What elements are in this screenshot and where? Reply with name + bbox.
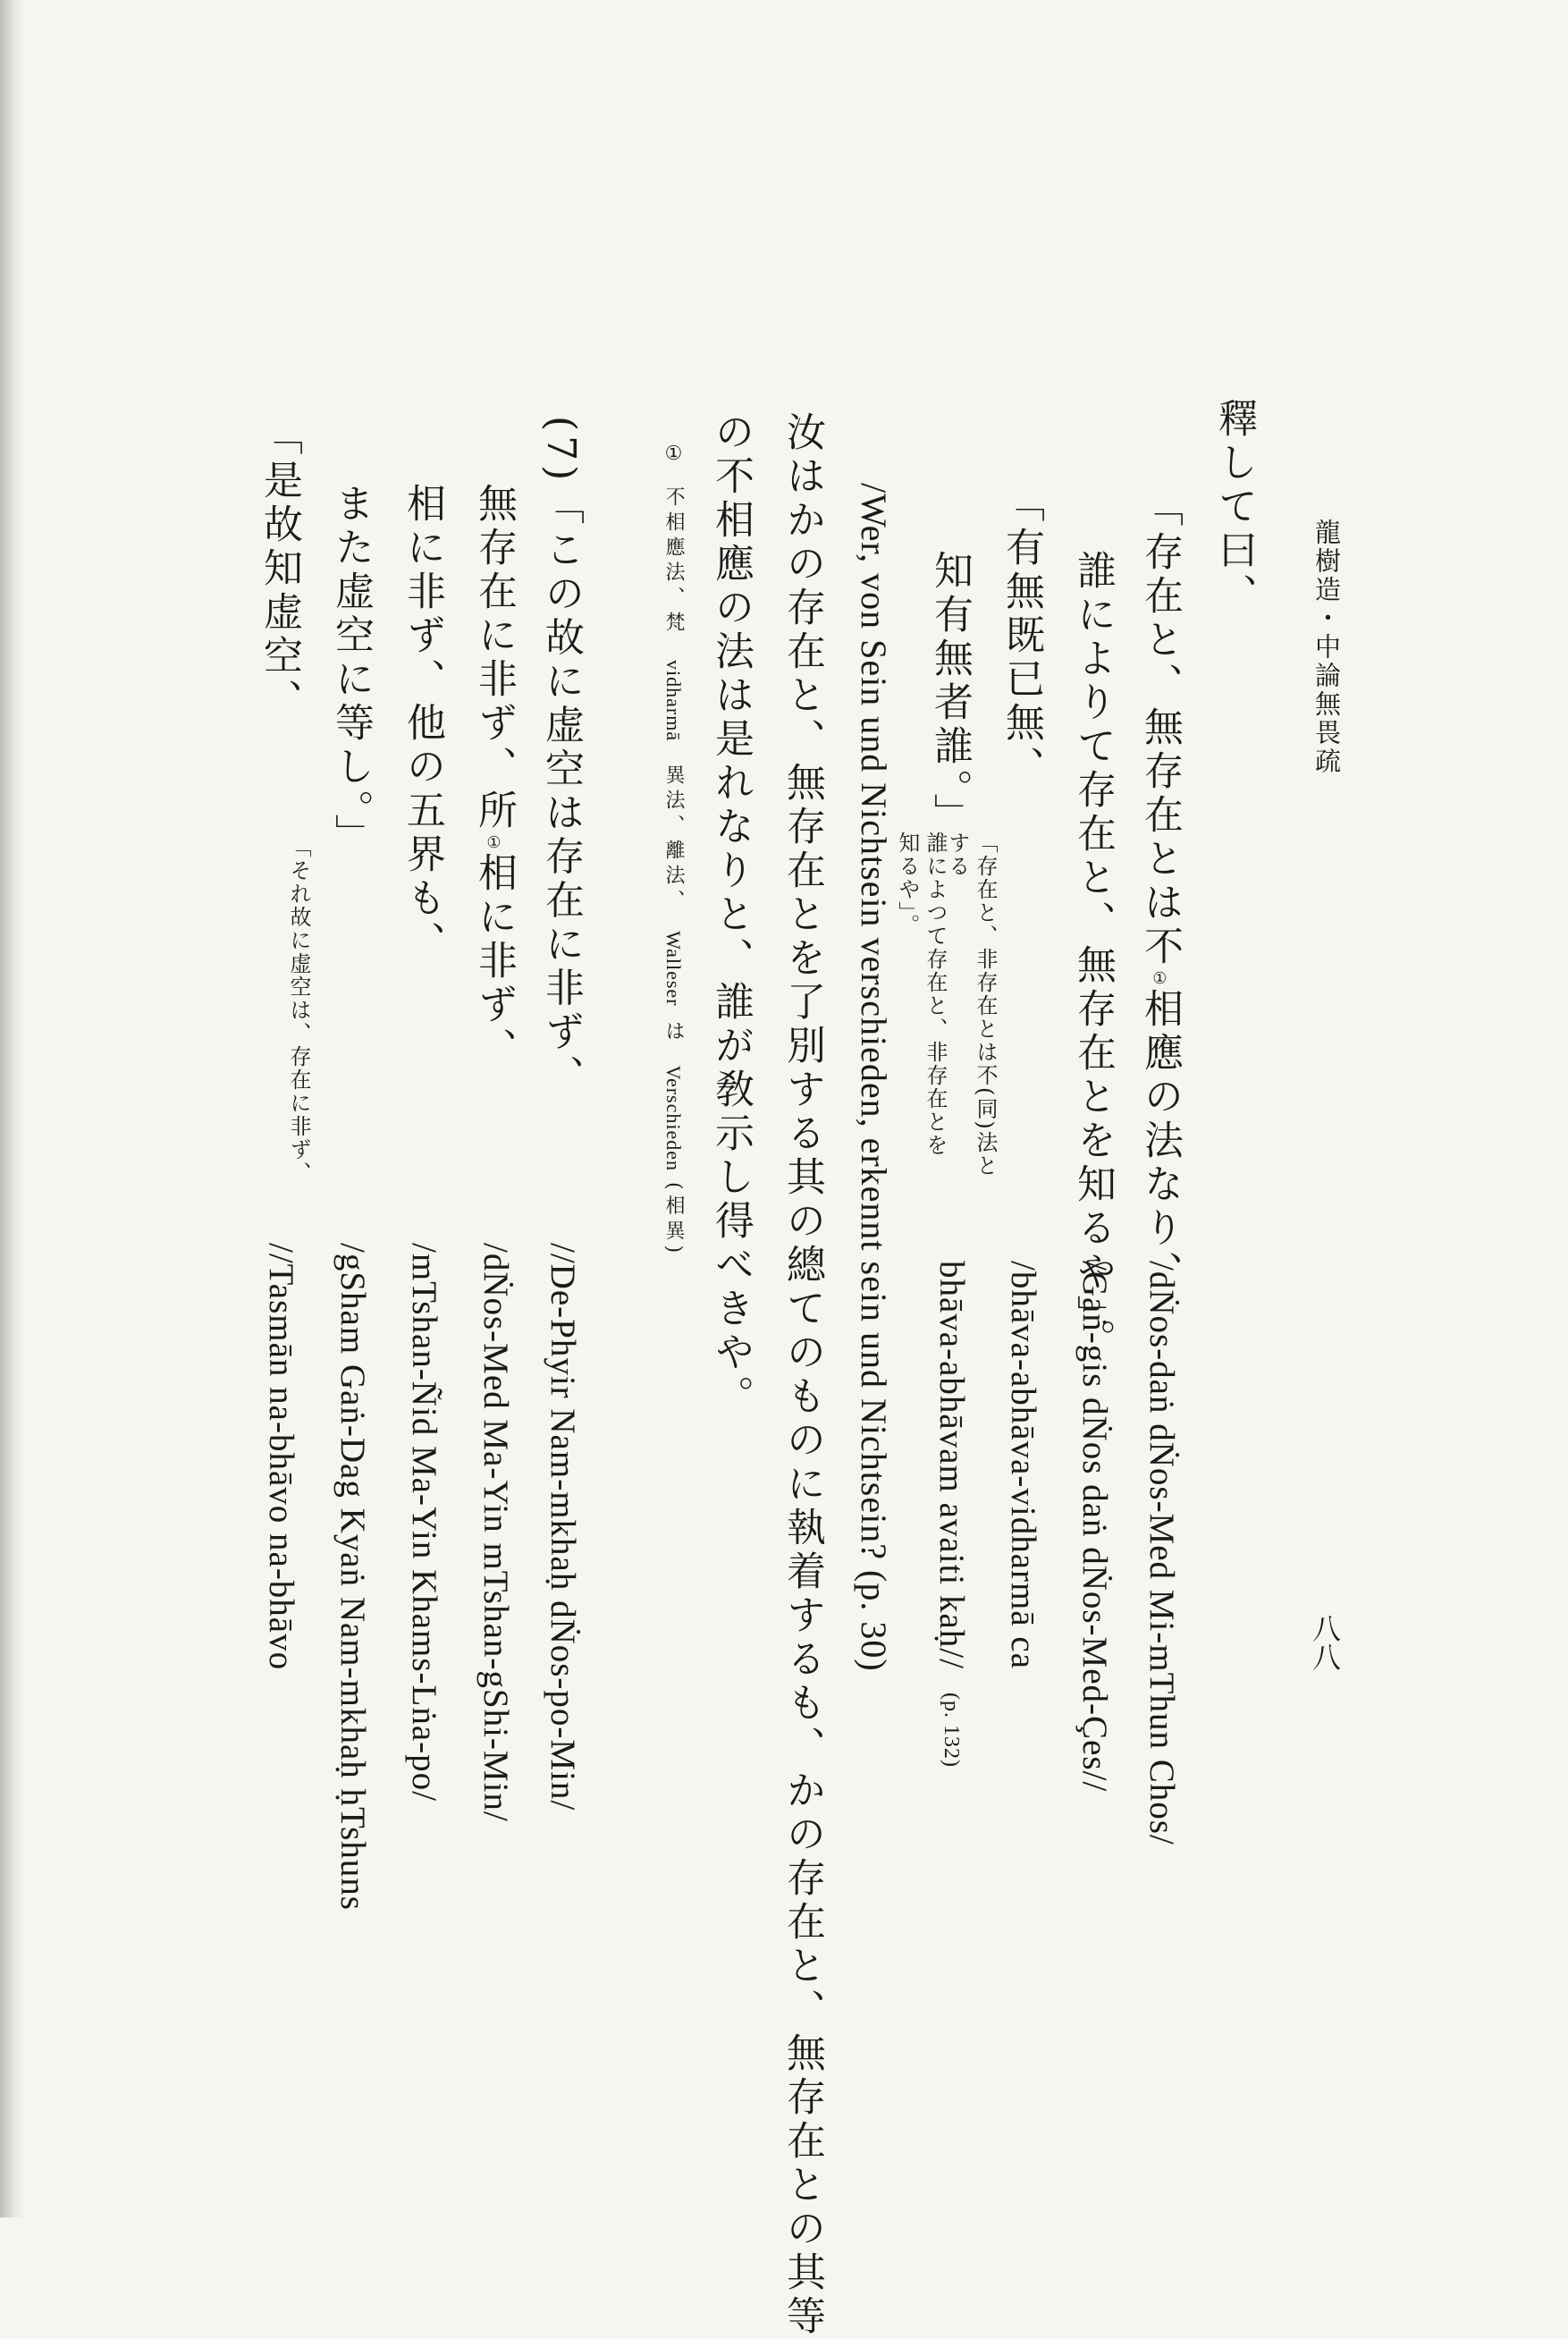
verse-number: (7)	[538, 416, 584, 486]
footnote-marker: ①	[662, 443, 685, 470]
verse-line: また虚空に等し。」	[328, 483, 374, 857]
verse-line	[538, 416, 584, 1099]
footnote-marker: ①	[485, 833, 503, 852]
footnote-text: は	[662, 1020, 685, 1046]
verse-line	[1137, 487, 1183, 1295]
sanskrit-line	[934, 1261, 969, 1768]
verse-text: 「存在と、無存在とは不	[1137, 487, 1183, 969]
verse-line	[471, 483, 517, 1071]
alt-reading: 「それ故に虚空は、存在に非ず、	[286, 836, 311, 1185]
german-text: /Wer, von Sein und Nichtsein verschieden, erkennt sein und Nichtsein? (p. 30)	[854, 483, 894, 1672]
page-reference: (p. 132)	[940, 1692, 963, 1768]
tibetan-line: /dṄos-Med Ma-Yin mTshan-gShi-Min/	[476, 1243, 515, 1822]
alt-reading-line: 知るや」。	[894, 832, 920, 937]
footnote-text: 不相應法、梵	[662, 486, 685, 637]
verse-text: 無存在に非ず、所	[471, 483, 517, 833]
footnote-term: Verschieden	[662, 1065, 685, 1172]
verse-text: 相に非ず、	[471, 852, 517, 1071]
alt-reading	[893, 832, 948, 1157]
tibetan-line: /mTshan-Ñid Ma-Yin Khams-Lṅa-po/	[405, 1243, 443, 1802]
commentary-intro: 釋して曰、	[1211, 398, 1257, 617]
chinese-verse-line: 「是故知虚空、	[257, 416, 302, 722]
verse-line: 誰によりて存在と、無存在とを知るや」。	[1070, 550, 1116, 1363]
alt-reading	[943, 832, 999, 1178]
scan-shadow-edge	[0, 0, 23, 2217]
running-title: 龍樹造・中論無畏疏	[1311, 519, 1342, 776]
tibetan-line: /gSham Gaṅ-Dag Kyaṅ Nam-mkhaḥ ḥTshuns	[333, 1243, 372, 1911]
explanation-line: の不相應の法は是れなりと、誰が敎示し得べきや。	[708, 411, 754, 1419]
footnote-marker: ①	[1151, 969, 1169, 988]
tibetan-line: /Gaṅ-gis dṄos daṅ dṄos-Med-Çes//	[1075, 1261, 1114, 1793]
sanskrit-text: bhāva-abhāvam avaiti kaḥ//	[932, 1261, 971, 1669]
footnote-term: Walleser	[662, 931, 685, 1007]
footnote-text: (相異)	[662, 1182, 685, 1259]
verse-text: 「この故に虚空は存在に非ず、	[538, 485, 584, 1099]
page-number: 八八	[1308, 1614, 1342, 1671]
verse-line: 相に非ず、他の五界も、	[400, 483, 445, 965]
german-translation	[854, 483, 893, 1672]
verse-text: 相應の法なり、	[1137, 988, 1183, 1295]
explanation-line: 汝はかの存在と、無存在とを了別する其の總てのものに執着するも、かの存在と、無存在との其等	[780, 411, 825, 2339]
sanskrit-line: //Tasmān na-bhāvo na-bhāvo	[262, 1243, 300, 1671]
footnote-text: 異法、離法、	[662, 764, 685, 916]
footnote-term: vidharmā	[662, 660, 685, 742]
chinese-verse-line: 知有無者誰。」	[927, 550, 973, 837]
footnote	[663, 443, 683, 1258]
chinese-verse-line: 「有無既已無、	[999, 483, 1044, 790]
alt-reading-line: 「存在と、非存在とは不(同)法と	[973, 832, 998, 1178]
tibetan-line: //De-Phyir Nam-mkhaḥ dṄos-po-Min/	[544, 1243, 582, 1811]
alt-reading-line: する	[944, 832, 970, 878]
sanskrit-line: /bhāva-abhāva-vidharmā ca	[1004, 1261, 1042, 1670]
alt-reading-line: 誰によつて存在と、非存在とを	[923, 832, 948, 1157]
tibetan-line: /dṄos-daṅ dṄos-Med Mi-mThun Chos/	[1142, 1261, 1181, 1845]
